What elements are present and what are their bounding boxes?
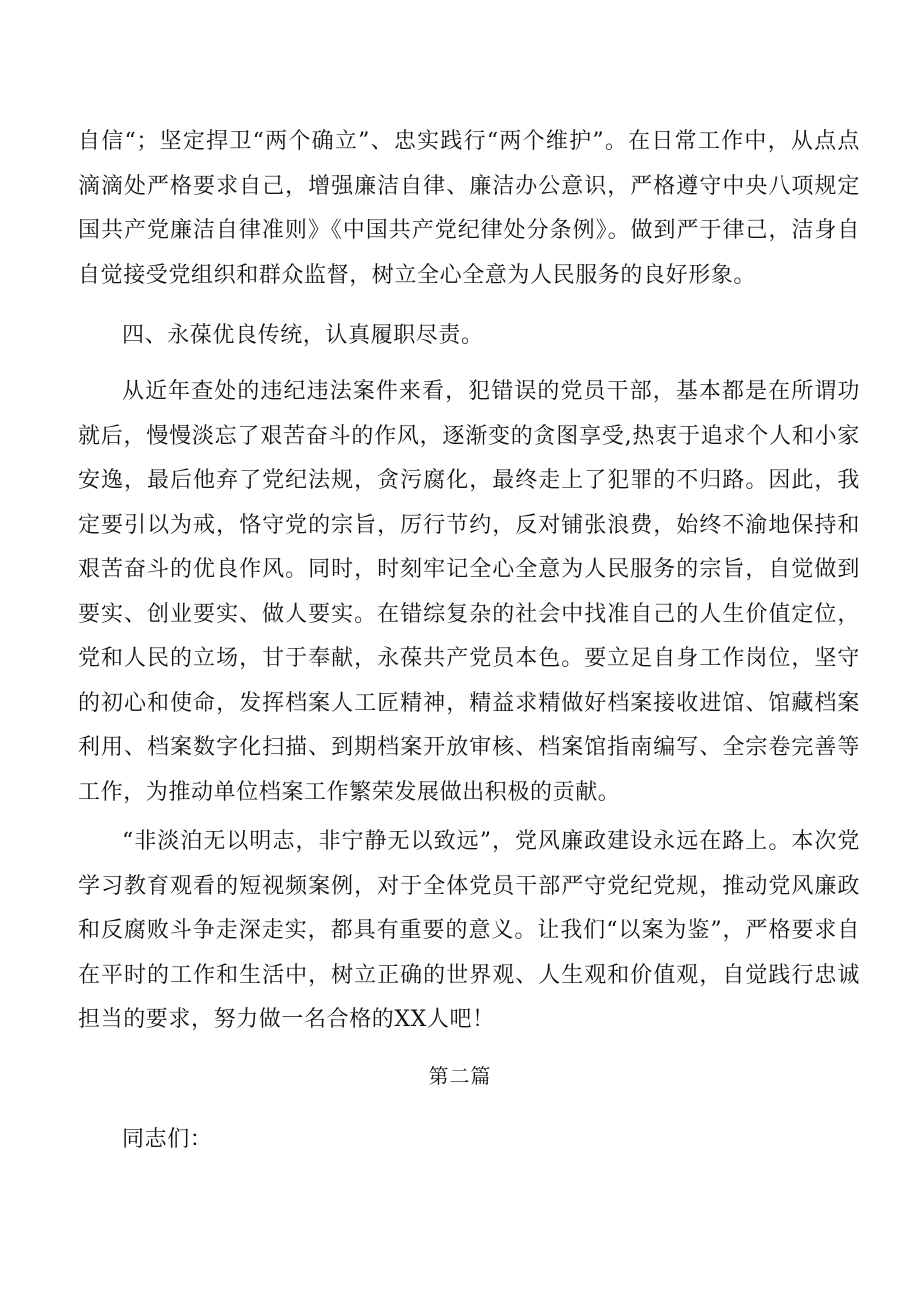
paragraph-2-line: 定要引以为戒，恪守党的宗旨，厉行节约，反对铺张浪费，始终不渝地保持和 [78,512,860,538]
paragraph-2-line: 的初心和使命，发挥档案人工匠精神，精益求精做好档案接收进馆、馆藏档案 [78,690,860,716]
paragraph-2-line: 要实、创业要实、做人要实。在错综复杂的社会中找准自己的人生价值定位， [78,601,860,627]
paragraph-2-line: 党和人民的立场，甘于奉献，永葆共产党员本色。要立足自身工作岗位，坚守 [78,646,860,671]
paragraph-2-line: 安逸，最后他弃了党纪法规，贪污腐化，最终走上了犯罪的不归路。因此，我 [78,468,860,493]
paragraph-1-line: 自觉接受党组织和群众监督，树立全心全意为人民服务的良好形象。 [78,262,757,288]
salutation: 同志们： [122,1127,213,1152]
paragraph-3-line: 担当的要求，努力做一名合格的XX人吧！ [78,1007,495,1032]
section-title: 第二篇 [428,1064,492,1088]
paragraph-2-line: 工作，为推动单位档案工作繁荣发展做出积极的贡献。 [78,779,621,805]
section-heading: 四、永葆优良传统，认真履职尽责。 [122,323,484,348]
paragraph-2-line: 就后，慢慢淡忘了艰苦奋斗的作风，逐渐变的贪图享受,热衷于追求个人和小家 [78,423,860,449]
paragraph-1-line: 国共产党廉洁自律准则》《中国共产党纪律处分条例》。做到严于律己，洁身自 [78,218,860,243]
paragraph-3-line: “非淡泊无以明志，非宁静无以致远”，党风廉政建设永远在路上。本次党 [122,829,860,854]
paragraph-1 [78,120,860,298]
paragraph-3-line: 学习教育观看的短视频案例，对于全体党员干部严守党纪党规，推动党风廉政 [78,873,860,899]
paragraph-1-line: 自信“；坚定捍卫“两个确立”、忠实践行“两个维护”。在日常工作中，从点点 [78,129,860,154]
paragraph-2-line: 利用、档案数字化扫描、到期档案开放审核、档案馆指南编写、全宗卷完善等 [78,735,860,760]
paragraph-3-line: 在平时的工作和生活中，树立正确的世界观、人生观和价值观，自觉践行忠诚 [78,962,860,988]
paragraph-3 [78,820,860,1043]
paragraph-1-line: 滴滴处严格要求自己，增强廉洁自律、廉洁办公意识，严格遵守中央八项规定 [78,173,860,199]
paragraph-2 [78,370,860,815]
paragraph-2-line: 艰苦奋斗的优良作风。同时，时刻牢记全心全意为人民服务的宗旨，自觉做到 [78,557,860,582]
paragraph-2-line: 从近年查处的违纪违法案件来看，犯错误的党员干部，基本都是在所谓功 [122,379,860,404]
paragraph-3-line: 和反腐败斗争走深走实，都具有重要的意义。让我们“以案为鉴”，严格要求自 [78,918,860,943]
